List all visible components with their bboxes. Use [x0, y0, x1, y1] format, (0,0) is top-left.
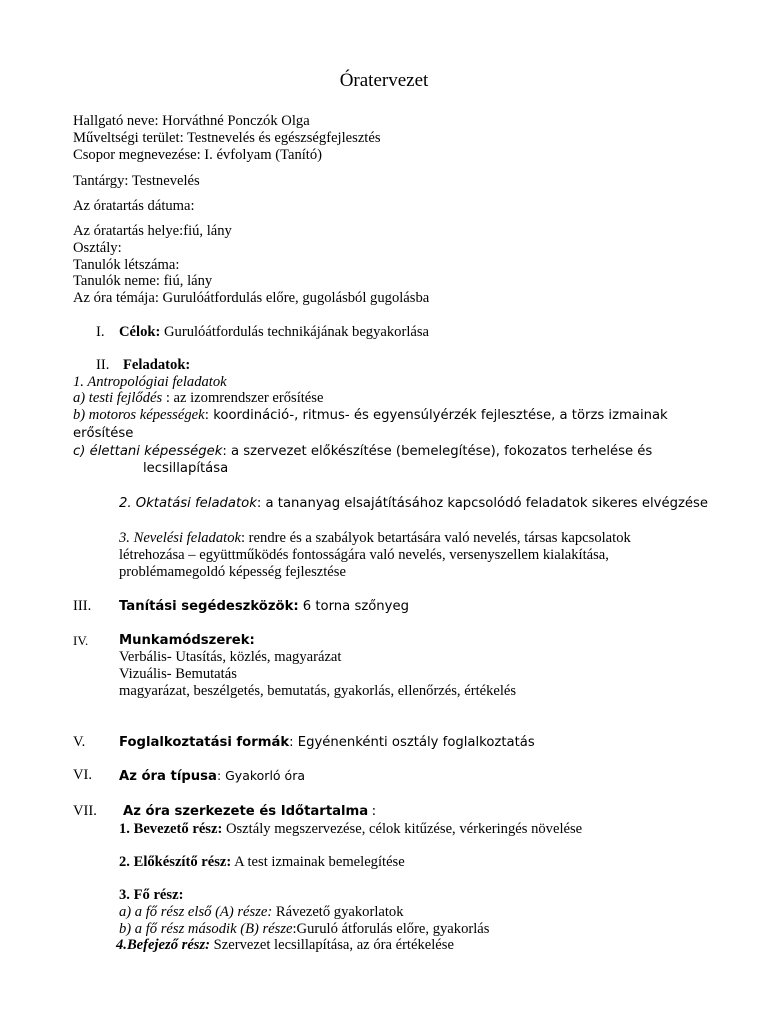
- part-1-text: Osztály megszervezése, célok kitűzése, vérkeringés növelése: [222, 821, 583, 837]
- section-2-label-text: Feladatok:: [123, 357, 191, 373]
- part-1: [119, 821, 582, 838]
- section-1: [119, 324, 429, 341]
- upbringing-tasks-cont-1: létrehozása – együttműködés fontosságára való nevelés, versenyszellem kialakítása,: [119, 547, 609, 563]
- section-5: [119, 734, 535, 751]
- task-b-text: : koordináció-, ritmus- és egyensúlyérzék fejlesztése, a törzs izmainak: [204, 408, 668, 423]
- task-b-text-cont: erősítése: [73, 426, 134, 441]
- part-2: [119, 854, 405, 871]
- task-c-label: c) élettani képességek: [73, 444, 223, 459]
- education-tasks-label: 2. Oktatási feladatok: [119, 496, 257, 511]
- lesson-place: Az óratartás helye:fiú, lány: [73, 223, 232, 239]
- part-3-label: 3. Fő rész:: [119, 887, 184, 903]
- part-2-text: A test izmainak bemelegítése: [231, 854, 405, 870]
- part-3a-text: Rávezető gyakorlatok: [272, 904, 404, 920]
- task-c: [73, 443, 652, 460]
- section-1-text: Gurulóátfordulás technikájának begyakorlása: [160, 324, 430, 340]
- section-2-number: II.: [96, 357, 110, 373]
- section-2-label: [123, 357, 190, 374]
- upbringing-tasks-text: : rendre és a szabályok betartására való nevelés, társas kapcsolatok: [240, 530, 631, 546]
- section-3-label: Tanítási segédeszközök:: [119, 599, 299, 614]
- section-5-text: : Egyénenkénti osztály foglalkoztatás: [289, 735, 535, 750]
- method-verbal: Verbális- Utasítás, közlés, magyarázat: [119, 649, 342, 665]
- section-6-number: VI.: [73, 767, 93, 783]
- section-5-number: V.: [73, 734, 86, 750]
- task-c-text: : a szervezet előkészítése (bemelegítése), fokozatos terhelése és: [222, 444, 653, 459]
- task-c-text-cont: lecsillapítása: [143, 461, 229, 476]
- education-tasks-text: : a tananyag elsajátításához kapcsolódó feladatok sikeres elvégzése: [256, 496, 708, 511]
- part-4-text: Szervezet lecsillapítása, az óra értékelése: [210, 937, 454, 953]
- section-7-label: Az óra szerkezete és Időtartalma: [123, 804, 369, 819]
- student-name: Hallgató neve: Horváthné Ponczók Olga: [73, 113, 310, 129]
- task-a: [73, 390, 323, 407]
- part-3a: [119, 904, 404, 921]
- section-3-number: III.: [73, 598, 92, 614]
- section-5-label: Foglalkoztatási formák: [119, 735, 290, 750]
- section-7: [123, 803, 376, 820]
- part-2-label: 2. Előkészítő rész:: [119, 854, 232, 870]
- upbringing-tasks-label: 3. Nevelési feladatok: [119, 530, 241, 546]
- part-3a-label: a) a fő rész első (A) része:: [119, 904, 273, 920]
- anthropology-tasks-label: 1. Antropológiai feladatok: [73, 374, 227, 390]
- part-4: [116, 937, 454, 954]
- part-3b-text: :Guruló átforulás előre, gyakorlás: [292, 921, 490, 937]
- lesson-date: Az óratartás dátuma:: [73, 198, 195, 214]
- section-1-number: I.: [96, 324, 105, 340]
- section-4-label-text: Munkamódszerek:: [119, 633, 255, 648]
- section-4-number: IV.: [73, 633, 89, 648]
- section-3-text: 6 torna szőnyeg: [298, 599, 409, 614]
- lesson-topic: Az óra témája: Gurulóátfordulás előre, gugolásból gugolásba: [73, 290, 430, 306]
- upbringing-tasks-cont-2: problémamegoldó képesség fejlesztése: [119, 564, 346, 580]
- section-4-label: [119, 632, 255, 649]
- subject-field: Műveltségi terület: Testnevelés és egészségfejlesztés: [73, 130, 381, 146]
- document-title: Óratervezet: [339, 70, 429, 91]
- method-other: magyarázat, beszélgetés, bemutatás, gyakorlás, ellenőrzés, értékelés: [119, 683, 517, 699]
- section-1-label: Célok:: [119, 324, 161, 340]
- part-3b-label: b) a fő rész második (B) része: [119, 921, 293, 937]
- student-gender: Tanulók neme: fiú, lány: [73, 273, 213, 289]
- method-visual: Vizuális- Bemutatás: [119, 666, 237, 682]
- part-4-label: 4.Befejező rész:: [116, 937, 211, 953]
- education-tasks: [119, 495, 708, 512]
- task-a-text: : az izomrendszer erősítése: [162, 390, 324, 406]
- part-3b: [119, 921, 489, 938]
- section-7-colon: :: [368, 803, 376, 819]
- anthropology-tasks: [73, 374, 227, 391]
- part-3: [119, 887, 183, 904]
- group-name: Csopor megnevezése: I. évfolyam (Tanító): [73, 147, 323, 163]
- subject: Tantárgy: Testnevelés: [73, 173, 200, 189]
- task-b: [73, 407, 668, 424]
- section-7-number: VII.: [73, 803, 97, 819]
- task-a-label: a) testi fejlődés: [73, 390, 163, 406]
- upbringing-tasks: [119, 530, 631, 547]
- section-6-label: Az óra típusa: [119, 769, 217, 784]
- class: Osztály:: [73, 240, 122, 256]
- section-6: [119, 767, 305, 785]
- student-count: Tanulók létszáma:: [73, 257, 180, 273]
- section-3: [119, 598, 409, 615]
- part-1-label: 1. Bevezető rész:: [119, 821, 223, 837]
- task-b-label: b) motoros képességek: [73, 407, 205, 423]
- section-6-text: : Gyakorló óra: [216, 768, 305, 783]
